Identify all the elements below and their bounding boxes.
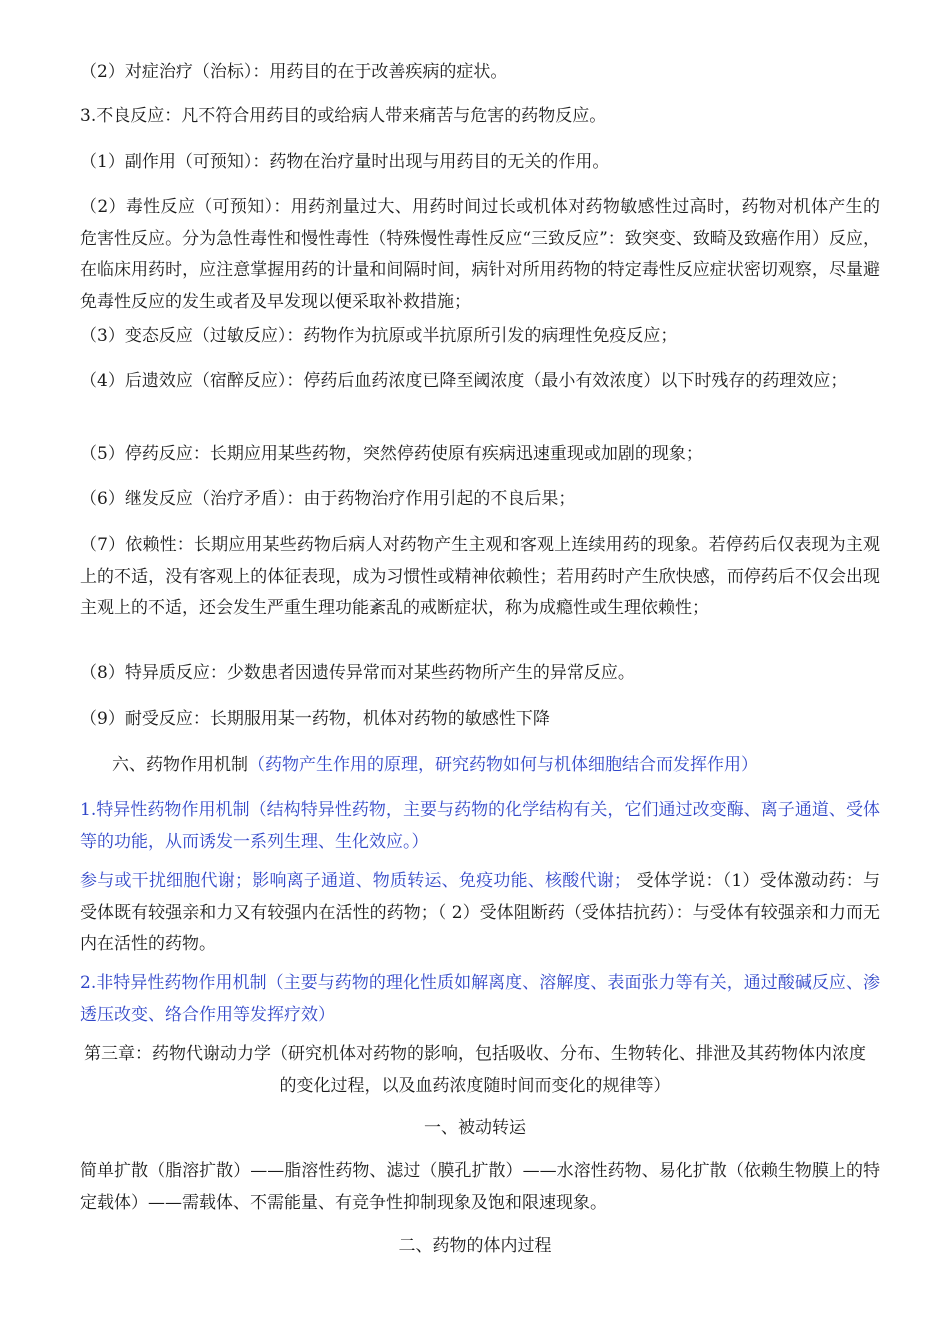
- paragraph-tolerance: （9）耐受反应：长期服用某一药物，机体对药物的敏感性下降: [80, 709, 550, 729]
- paragraph-withdrawal-reaction: （5）停药反应：长期应用某些药物，突然停药使原有疾病迅速重现或加剧的现象；: [80, 444, 703, 464]
- section-title: 六、药物作用机制: [112, 755, 248, 775]
- paragraph-receptor-theory: [80, 866, 880, 961]
- paragraph-nonspecific-mechanism: 2.非特异性药物作用机制（主要与药物的理化性质如解离度、溶解度、表面张力等有关，通过酸碱反应、渗透压改变、络合作用等发挥疗效）: [80, 973, 880, 1025]
- paragraph-adverse-reactions: 3.不良反应：凡不符合用药目的或给病人带来痛苦与危害的药物反应。: [80, 106, 607, 126]
- paragraph-toxic-reaction: （2）毒性反应（可预知）：用药剂量过大、用药时间过长或机体对药物敏感性过高时，药物对机体产生的危害性反应。分为急性毒性和慢性毒性（特殊慢性毒性反应“三致反应”：致突变、致畸及致癌作用）反应，在临床用药时，应注意掌握用药的计量和间隔时间，病针对所用药物的特定毒性反应症状密切观察，尽量避免毒性反应的发生或者及早发现以便采取补救措施；: [80, 197, 880, 312]
- paragraph-idiosyncrasy: （8）特异质反应：少数患者因遗传异常而对某些药物所产生的异常反应。: [80, 663, 635, 683]
- paragraph-symptomatic-treatment: （2）对症治疗（治标）：用药目的在于改善疾病的症状。: [80, 62, 508, 82]
- paragraph-residual-effect: （4）后遗效应（宿醉反应）：停药后血药浓度已降至阈浓度（最小有效浓度）以下时残存的药理效应；: [80, 371, 848, 391]
- receptor-text: 受体学说：（1）受体激动药：与受体既有较强亲和力又有较强内在活性的药物；（ 2）受体阻断药（受体拮抗药）：与受体有较强亲和力而无内在活性的药物。: [80, 871, 880, 954]
- heading-passive-transport: 一、被动转运: [424, 1118, 526, 1138]
- paragraph-specific-mechanism: 1.特异性药物作用机制（结构特异性药物，主要与药物的化学结构有关，它们通过改变酶、离子通道、受体等的功能，从而诱发一系列生理、生化效应。）: [80, 800, 880, 852]
- heading-in-vivo-process: 二、药物的体内过程: [398, 1236, 552, 1256]
- paragraph-diffusion: 简单扩散（脂溶扩散）——脂溶性药物、滤过（膜孔扩散）——水溶性药物、易化扩散（依赖生物膜上的特定载体）——需载体、不需能量、有竞争性抑制现象及饱和限速现象。: [80, 1161, 880, 1213]
- section-note: （药物产生作用的原理，研究药物如何与机体细胞结合而发挥作用）: [248, 755, 758, 775]
- paragraph-side-effect: （1）副作用（可预知）：药物在治疗量时出现与用药目的无关的作用。: [80, 152, 610, 172]
- metabolism-note: 参与或干扰细胞代谢；影响离子通道、物质转运、免疫功能、核酸代谢；: [80, 871, 631, 891]
- paragraph-dependence: （7）依赖性：长期应用某些药物后病人对药物产生主观和客观上连续用药的现象。若停药后仅表现为主观上的不适，没有客观上的体征表现，成为习惯性或精神依赖性；若用药时产生欣快感，而停药后不仅会出现主观上的不适，还会发生严重生理功能紊乱的戒断症状，称为成瘾性或生理依赖性；: [80, 535, 880, 618]
- paragraph-secondary-reaction: （6）继发反应（治疗矛盾）：由于药物治疗作用引起的不良后果；: [80, 489, 576, 509]
- paragraph-allergic-reaction: （3）变态反应（过敏反应）：药物作为抗原或半抗原所引发的病理性免疫反应；: [80, 326, 678, 346]
- chapter-heading: 第三章：药物代谢动力学（研究机体对药物的影响，包括吸收、分布、生物转化、排泄及其药物体内浓度的变化过程，以及血药浓度随时间而变化的规律等）: [84, 1044, 866, 1096]
- section-heading-mechanism: [112, 750, 882, 782]
